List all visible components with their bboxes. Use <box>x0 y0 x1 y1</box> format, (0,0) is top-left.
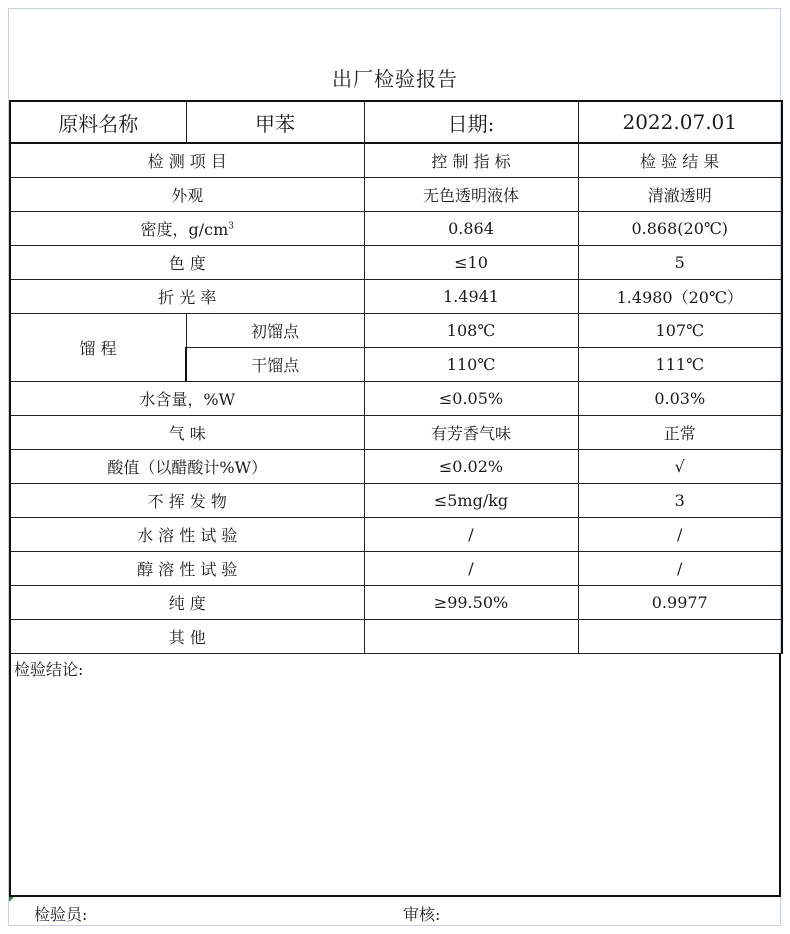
table-row <box>10 586 782 620</box>
distillation-group-cell: 馏 程 <box>10 314 186 382</box>
table-row <box>10 382 782 416</box>
cell-comment-marker <box>9 897 14 902</box>
standard-cell[interactable]: 有芳香气味 <box>364 416 578 450</box>
standard-cell[interactable]: ≤0.02% <box>364 450 578 484</box>
result-cell[interactable]: / <box>578 552 782 586</box>
item-cell: 醇 溶 性 试 验 <box>10 552 364 586</box>
item-cell: 水含量，%W <box>10 382 364 416</box>
report-title: 出厂检验报告 <box>332 67 458 91</box>
table-row <box>10 416 782 450</box>
table-row <box>10 314 782 348</box>
dry-point-label: 干馏点 <box>186 348 364 382</box>
result-cell[interactable]: 1.4980（20℃） <box>578 280 782 314</box>
material-value[interactable]: 甲苯 <box>186 101 364 143</box>
item-cell: 纯 度 <box>10 586 364 620</box>
reviewer-label: 审核: <box>403 905 441 924</box>
result-cell[interactable]: 107℃ <box>578 314 782 348</box>
item-cell: 折 光 率 <box>10 280 364 314</box>
header-row <box>10 101 782 143</box>
date-value[interactable]: 2022.07.01 <box>578 101 782 143</box>
column-result: 检 验 结 果 <box>578 143 782 178</box>
result-cell[interactable]: 0.868(20℃) <box>578 212 782 246</box>
table-row <box>10 552 782 586</box>
standard-cell[interactable]: ≤10 <box>364 246 578 280</box>
table-row <box>10 246 782 280</box>
standard-cell[interactable]: 0.864 <box>364 212 578 246</box>
result-cell[interactable]: 0.03% <box>578 382 782 416</box>
result-cell[interactable]: 清澈透明 <box>578 178 782 212</box>
inspector-label: 检验员: <box>34 905 88 924</box>
superscript: 3 <box>228 221 234 232</box>
standard-cell[interactable]: ≥99.50% <box>364 586 578 620</box>
material-label: 原料名称 <box>10 101 186 143</box>
standard-cell[interactable]: / <box>364 518 578 552</box>
table-row <box>10 212 782 246</box>
standard-cell[interactable]: / <box>364 552 578 586</box>
column-standard: 控 制 指 标 <box>364 143 578 178</box>
table-row <box>10 178 782 212</box>
item-cell: 外观 <box>10 178 364 212</box>
standard-cell[interactable] <box>364 620 578 654</box>
table-row <box>10 620 782 654</box>
inspection-table <box>9 100 783 654</box>
result-cell[interactable]: 正常 <box>578 416 782 450</box>
standard-cell[interactable]: 110℃ <box>364 348 578 382</box>
result-cell[interactable]: √ <box>578 450 782 484</box>
column-item: 检 测 项 目 <box>10 143 364 178</box>
item-cell: 水 溶 性 试 验 <box>10 518 364 552</box>
standard-cell[interactable]: 108℃ <box>364 314 578 348</box>
result-cell[interactable]: 3 <box>578 484 782 518</box>
table-row <box>10 484 782 518</box>
item-label: 密度，g/cm <box>140 220 229 239</box>
standard-cell[interactable]: ≤5mg/kg <box>364 484 578 518</box>
result-cell[interactable]: 0.9977 <box>578 586 782 620</box>
item-cell: 不 挥 发 物 <box>10 484 364 518</box>
result-cell[interactable]: 5 <box>578 246 782 280</box>
column-header-row <box>10 143 782 178</box>
item-cell: 酸值（以醋酸计%W） <box>10 450 364 484</box>
result-cell[interactable]: / <box>578 518 782 552</box>
result-cell[interactable] <box>578 620 782 654</box>
table-row <box>10 280 782 314</box>
result-cell[interactable]: 111℃ <box>578 348 782 382</box>
conclusion-label: 检验结论: <box>14 660 84 679</box>
item-cell: 气 味 <box>10 416 364 450</box>
table-row <box>10 518 782 552</box>
standard-cell[interactable]: ≤0.05% <box>364 382 578 416</box>
standard-cell[interactable]: 1.4941 <box>364 280 578 314</box>
date-label: 日期: <box>364 101 578 143</box>
initial-boiling-label: 初馏点 <box>186 314 364 348</box>
item-cell: 色 度 <box>10 246 364 280</box>
table-row <box>10 450 782 484</box>
standard-cell[interactable]: 无色透明液体 <box>364 178 578 212</box>
item-cell <box>10 212 364 246</box>
item-cell: 其 他 <box>10 620 364 654</box>
conclusion-box[interactable] <box>9 653 781 897</box>
